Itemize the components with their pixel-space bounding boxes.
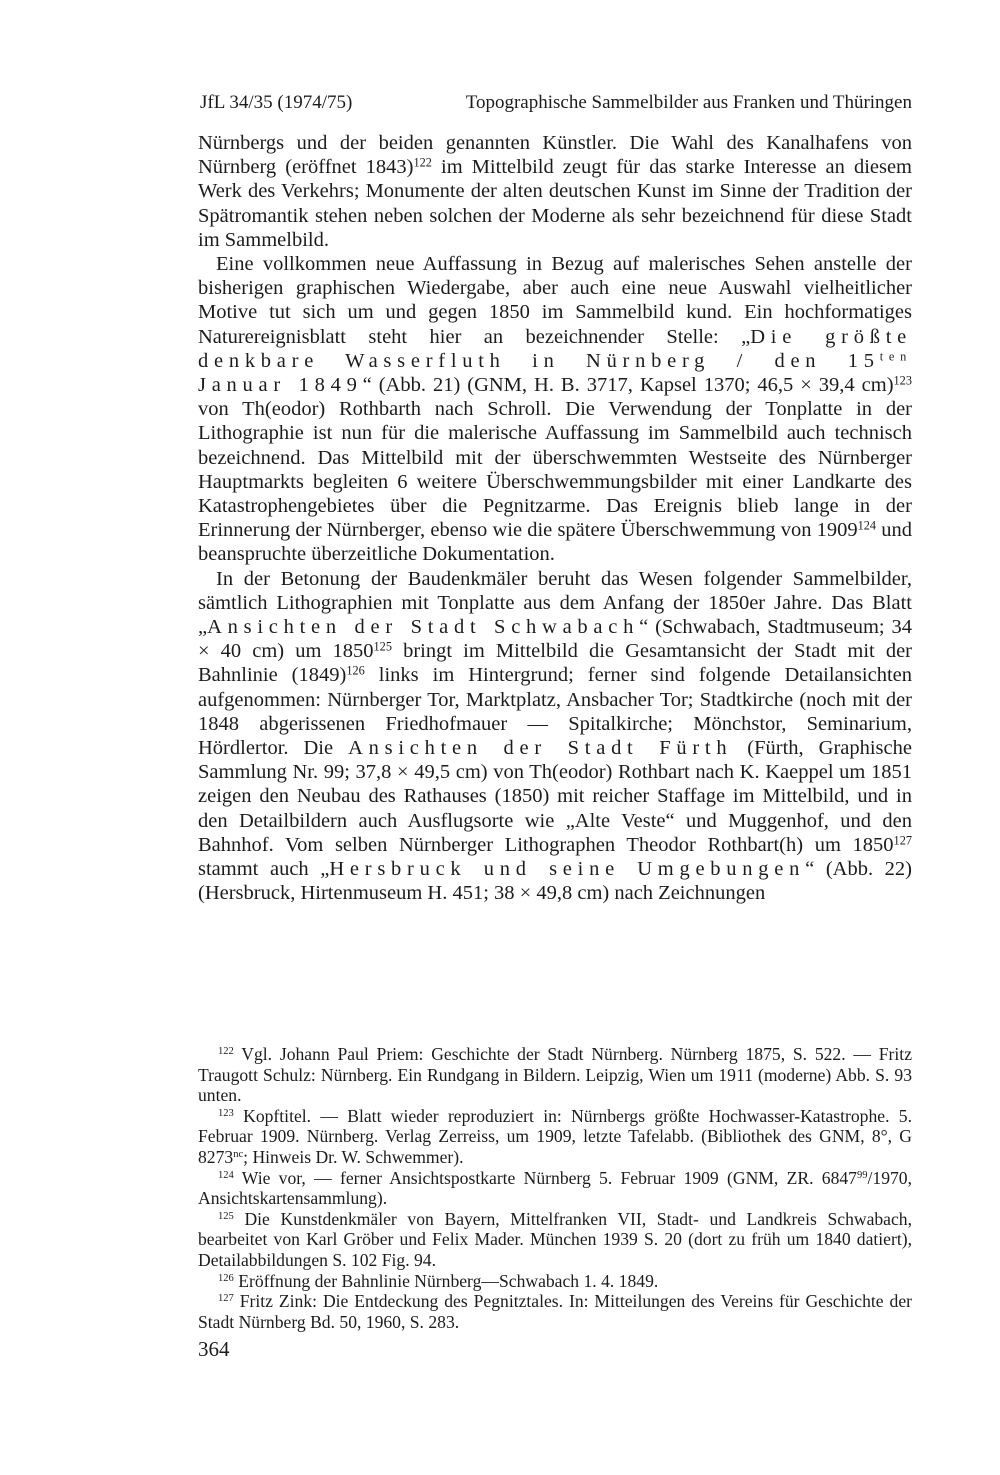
footnote-ref-122[interactable]: 122: [413, 155, 432, 170]
footnote-text: ; Hinweis Dr. W. Schwemmer).: [243, 1146, 464, 1167]
journal-reference: JfL 34/35 (1974/75): [200, 92, 353, 113]
paragraph-text: von Th(eodor) Rothbarth nach Schroll. Die Verwendung der Tonplatte in der Lithographie ist nun für die malerische Auffassung im Sammelbild auch technisch bezeichnend. Das Mittelbild mit der überschwemmten Westseite des Nürnberger Hauptmarkts begleiten 6 weitere Überschwemmungsbilder mit einer Landkarte des Katastrophengebietes über die Pegnitzarme. Das Ereignis blieb lange in der Erinnerung der Nürnberger, ebenso wie die spätere Überschwemmung von 1909: [198, 398, 912, 542]
footnote-number: 125: [218, 1210, 234, 1222]
paragraph-2: [198, 252, 912, 567]
footnote-text: Fritz Zink: Die Entdeckung des Pegnitztales. In: Mitteilungen des Vereins für Geschichte der Stadt Nürnberg Bd. 50, 1960, S. 283.: [198, 1291, 912, 1332]
footnote-125: [198, 1209, 912, 1271]
spaced-title: Hersbruck und seine Umgebungen: [329, 858, 806, 881]
page-number: 364: [198, 1337, 230, 1361]
ordinal-superscript: ten: [879, 349, 912, 364]
footnote-number: 126: [218, 1272, 234, 1284]
footnote-number: 124: [218, 1169, 234, 1181]
paragraph-1: [198, 131, 912, 252]
footnote-123: [198, 1106, 912, 1168]
paragraph-text: im Mittelbild zeugt für das starke Interesse an diesem Werk des Verkehrs; Monumente der alten deutschen Kunst im Sinne der Tradition der Spätromantik stehen neben solchen der Moderne als sehr bezeichnend für diese Stadt im Sammelbild.: [198, 156, 913, 251]
footnote-ref-123[interactable]: 123: [893, 373, 912, 388]
paragraph-text: stammt auch „: [198, 858, 330, 881]
footnote-superscript: 99: [856, 1169, 868, 1181]
paragraph-text: und beanspruchte überzeitliche Dokumentation.: [198, 519, 913, 566]
footnote-126: [198, 1271, 912, 1292]
footnote-text: Eröffnung der Bahnlinie Nürnberg—Schwabach 1. 4. 1849.: [233, 1270, 659, 1291]
paragraph-text: In der Betonung der Baudenkmäler beruht das Wesen folgender Sammelbilder, sämtlich Lithographien mit Tonplatte aus dem Anfang der 1850er Jahre. Das Blatt „: [198, 567, 912, 639]
footnote-ref-126[interactable]: 126: [346, 663, 365, 678]
paragraph-text: Nürnbergs und der beiden genannten Künstler. Die Wahl des Kanalhafens von Nürnberg (eröffnet 1843): [198, 132, 912, 179]
paragraph-3: [198, 567, 912, 906]
running-head: [200, 91, 912, 115]
footnote-number: 127: [218, 1293, 234, 1305]
footnotes: [198, 1044, 912, 1332]
footnote-text: Wie vor, — ferner Ansichtspostkarte Nürnberg 5. Februar 1909 (GNM, ZR. 6847: [233, 1167, 857, 1188]
paragraph-text: “ (Abb. 22) (Hersbruck, Hirtenmuseum H. 451; 38 × 49,8 cm) nach Zeichnungen: [198, 858, 913, 905]
paragraph-text: Eine vollkommen neue Auffassung in Bezug auf malerisches Sehen anstelle der bisherigen graphischen Wiedergabe, aber auch eine neue Auswahl vielheitlicher Motive tut sich um und gegen 1850 im Sammelbild kund. Ein hochformatiges Naturereignisblatt steht hier an bezeichnender Stelle: „: [198, 253, 912, 348]
spaced-title-part: Januar 1849: [198, 374, 363, 397]
footnote-124: [198, 1168, 912, 1209]
footnote-ref-127[interactable]: 127: [893, 833, 912, 848]
spaced-title: Ansichten der Stadt Fürth: [348, 737, 733, 760]
paragraph-text: “ (Abb. 21) (GNM, H. B. 3717, Kapsel 1370; 46,5 × 39,4 cm): [362, 374, 894, 397]
paragraph-text: (Fürth, Graphische Sammlung Nr. 99; 37,8 × 49,5 cm) von Th(eodor) Rothbart nach K. Kaeppel um 1851 zeigen den Neubau des Rathauses (1850) mit reicher Staffage im Mittelbild, und in den Detailbildern auch Ausflugsorte wie „Alte Veste“ und Muggenhof, und den Bahnhof. Vom selben Nürnberger Lithographen Theodor Rothbart(h) um 1850: [198, 737, 912, 856]
footnote-ref-124[interactable]: 124: [857, 518, 877, 533]
body-text: [198, 131, 912, 906]
paragraph-text: bringt im Mittelbild die Gesamtansicht der Stadt mit der Bahnlinie (1849): [198, 640, 912, 687]
spaced-title: Ansichten der Stadt Schwabach: [207, 616, 640, 639]
footnote-superscript: nc: [233, 1149, 244, 1161]
spaced-title-part: Die größte denkbare Wasserfluth in Nürnberg / den 15: [198, 325, 912, 372]
footnote-127: [198, 1291, 912, 1332]
footnote-text: Kopftitel. — Blatt wieder reproduziert in: Nürnbergs größte Hochwasser-Katastrophe. 5. Februar 1909. Nürnberg. Verlag Zerreiss, um 1909, letzte Tafelabb. (Bibliothek des GNM, 8°, G 8273: [198, 1105, 912, 1167]
footnote-ref-125[interactable]: 125: [373, 639, 392, 654]
footnote-text: Die Kunstdenkmäler von Bayern, Mittelfranken VII, Stadt- und Landkreis Schwabach, bearbeitet von Karl Gröber und Felix Mader. München 1939 S. 20 (dort zu früh um 1840 datiert), Detailabbildungen S. 102 Fig. 94.: [198, 1208, 912, 1270]
paragraph-text: “ (Schwabach, Stadtmuseum; 34 × 40 cm) um 1850: [198, 616, 912, 663]
article-title: Topographische Sammelbilder aus Franken und Thüringen: [465, 92, 912, 113]
footnote-number: 122: [218, 1046, 234, 1058]
footnote-text: Vgl. Johann Paul Priem: Geschichte der Stadt Nürnberg. Nürnberg 1875, S. 522. — Fritz Traugott Schulz: Nürnberg. Ein Rundgang in Bildern. Leipzig, Wien um 1911 (moderne) Abb. S. 93 unten.: [198, 1044, 912, 1106]
footnote-number: 123: [218, 1107, 234, 1119]
footnote-122: [198, 1044, 912, 1106]
footnote-text: /1970, Ansichtskartensammlung).: [198, 1167, 912, 1209]
paragraph-text: links im Hintergrund; ferner sind folgende Detailansichten aufgenommen: Nürnberger Tor, Marktplatz, Ansbacher Tor; Stadtkirche (noch mit der 1848 abgerissenen Friedhofmauer — Spitalkirche; Mönchstor, Seminarium, Hördlertor. Die: [198, 664, 912, 760]
